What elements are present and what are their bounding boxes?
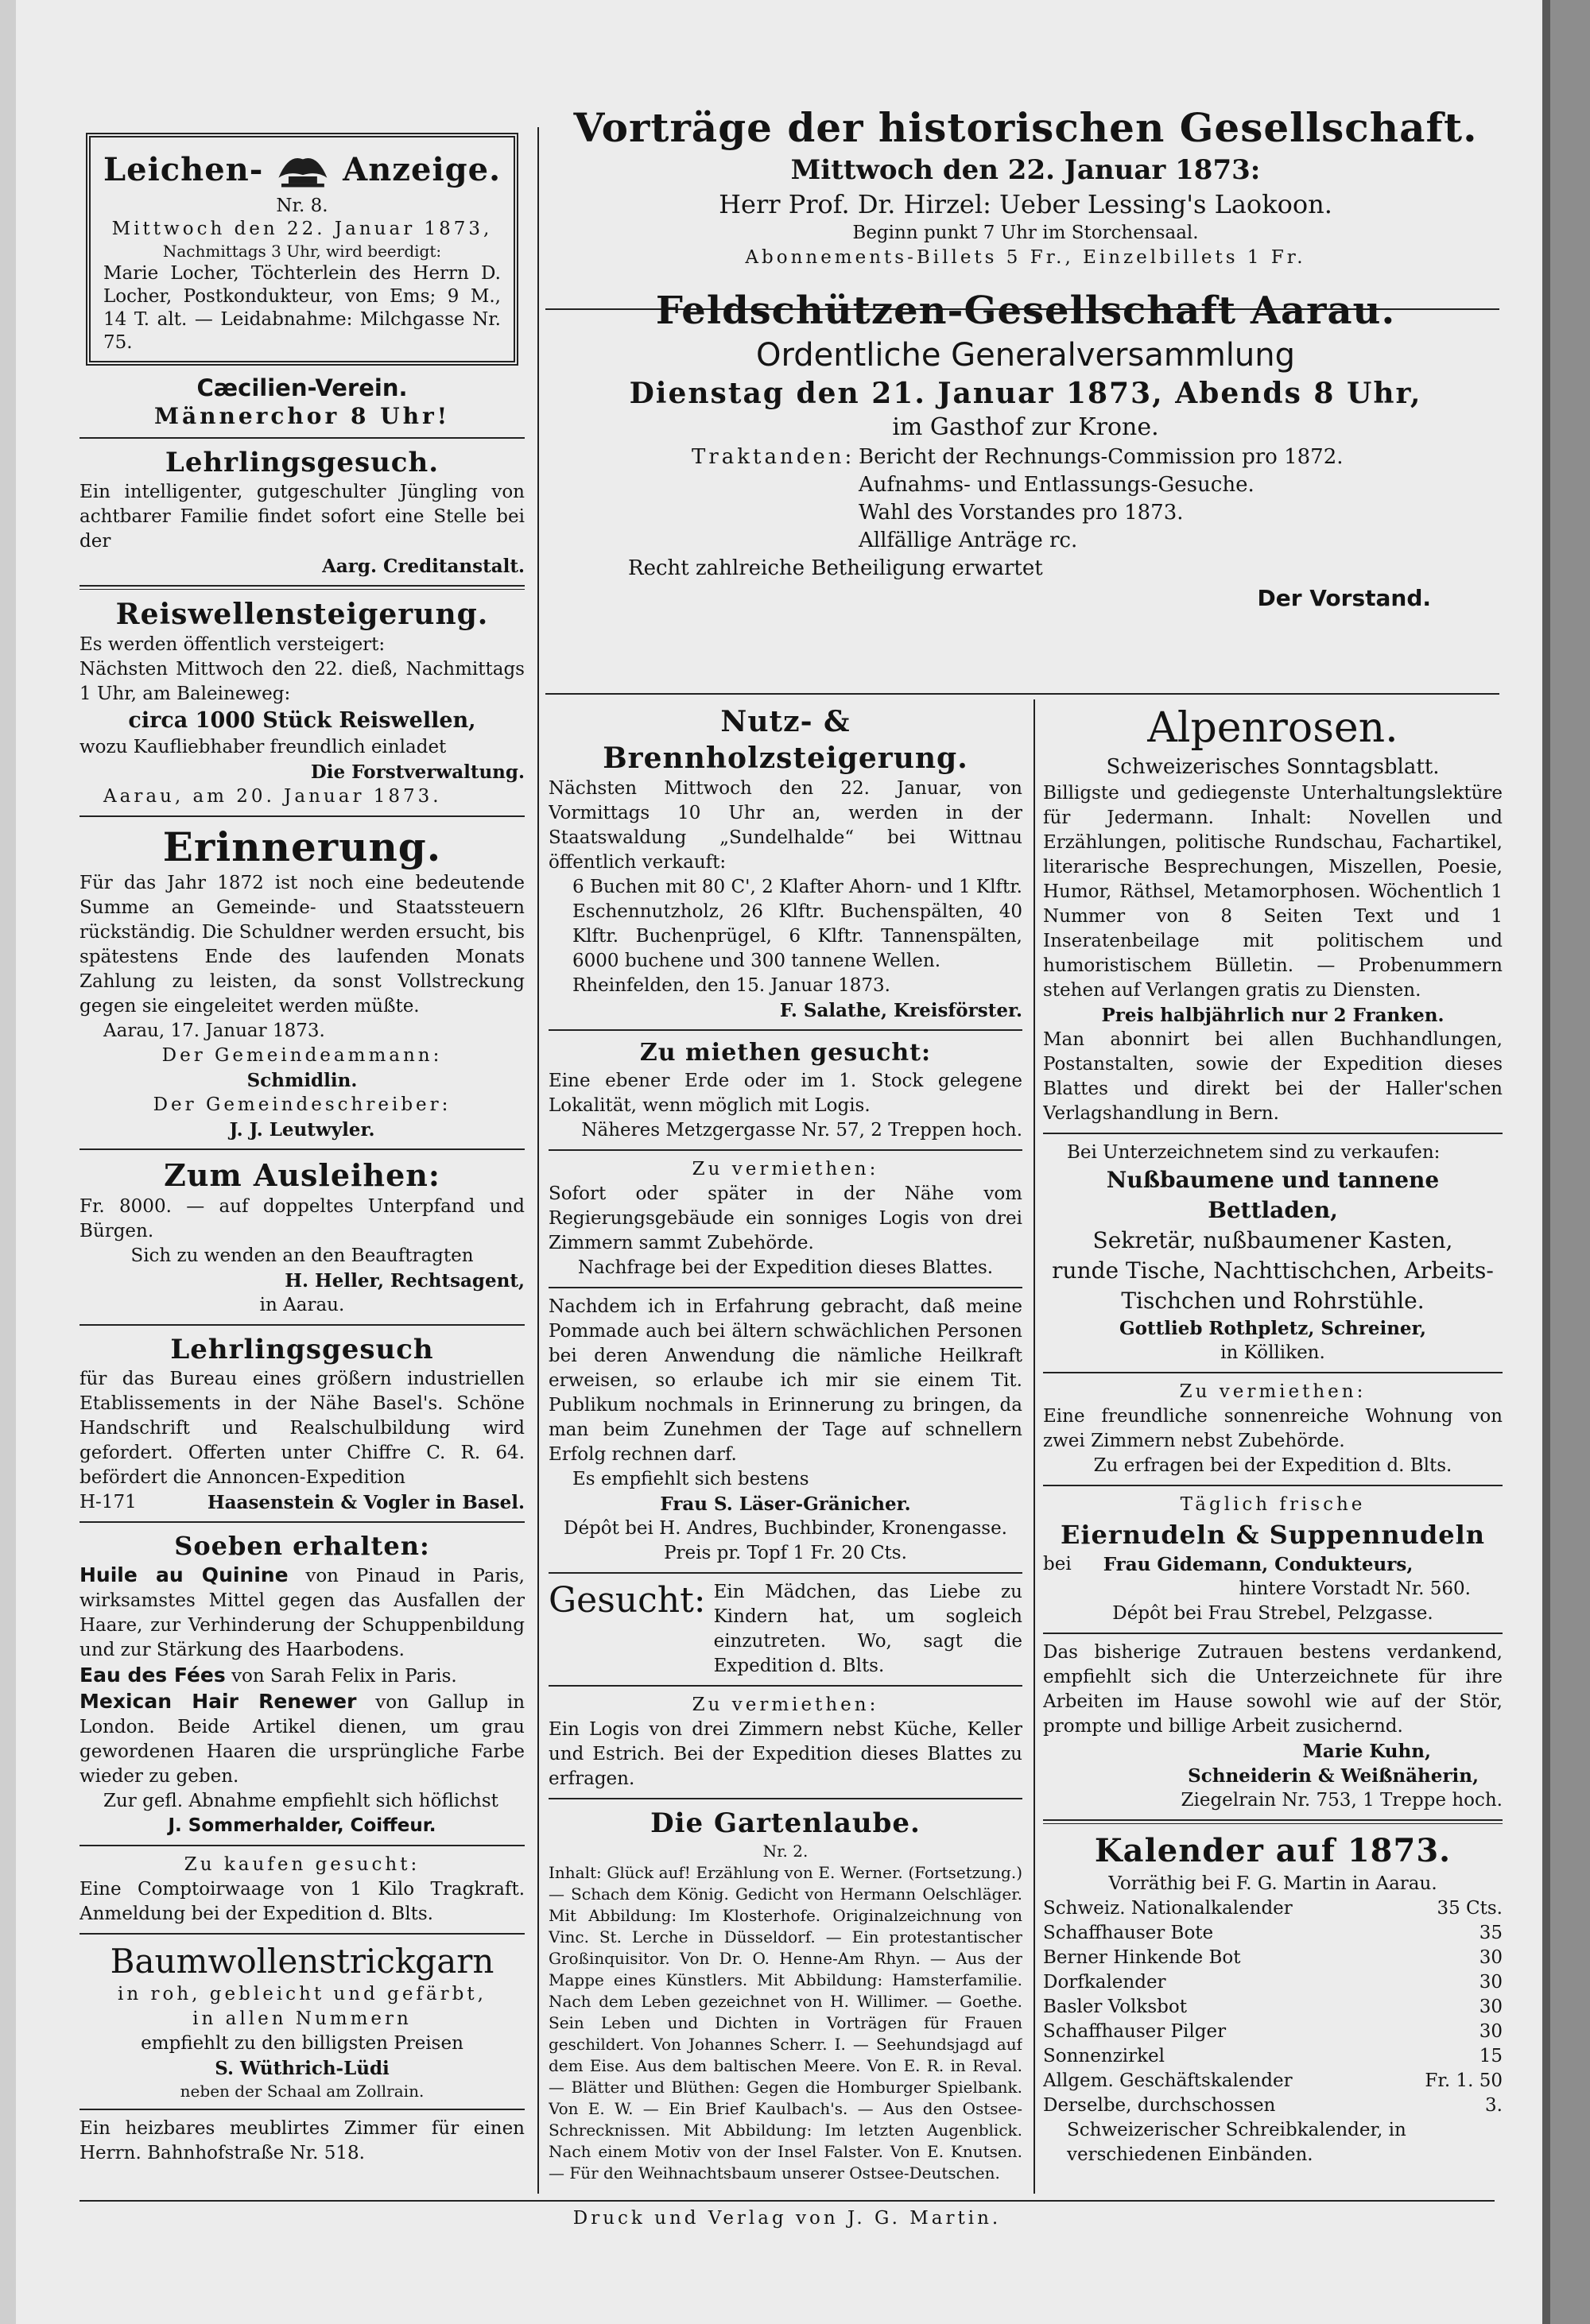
gesucht-text: Ein Mädchen, das Liebe zu Kindern hat, um sogleich einzutreten. Wo, sagt die Expedition d. Blts. <box>713 1582 1022 1676</box>
kalender-row <box>1043 1946 1503 1970</box>
baumwolle-signature: S. Wüthrich-Lüdi <box>215 2058 390 2079</box>
ausleihen-line4: in Aarau. <box>259 1295 345 1315</box>
miethen-title: Zu miethen gesucht: <box>639 1039 932 1067</box>
alpenrosen-text: Billigste und gediegenste Unterhaltungslektüre für Jedermann. Inhalt: Novellen und Erzählungen, politische Rundschau, Fachartikel, literarische Besprechungen, Miszellen, Poesie, Humor, Räthsel, Metamorphosen. Wöchentlich 1 Nummer von 8 Seiten Text und 1 Inseratenbeilage mit politischem und humoristischem Bülletin. — Probenummern stehen auf Verlangen gratis zu Diensten. <box>1043 783 1503 1001</box>
divider <box>80 1845 525 1846</box>
divider <box>549 1029 1022 1031</box>
divider <box>549 1798 1022 1799</box>
vortraege-tickets: Abonnements-Billets 5 Fr., Einzelbillets 1 Fr. <box>745 247 1306 268</box>
kalender-row-price: 35 <box>1479 1923 1503 1943</box>
divider <box>80 585 525 590</box>
alpenrosen-text2: Man abonnirt bei allen Buchhandlungen, Postanstalten, sowie der Expedition dieses Blattes und direkt bei der Haller'schen Verlagshandlung in Bern. <box>1043 1029 1503 1124</box>
nutz-date: Rheinfelden, den 15. Januar 1873. <box>572 975 890 996</box>
kalender-row <box>1043 1896 1503 1921</box>
kalender-foot: Schweizerischer Schreibkalender, in verschiedenen Einbänden. <box>1067 2120 1406 2165</box>
nutz-title: Nutz- & Brennholzsteigerung. <box>603 705 968 775</box>
eiernudeln-title: Eiernudeln & Suppennudeln <box>1060 1520 1486 1550</box>
kalender-list <box>1043 1896 1503 2118</box>
reiswellen-line3: circa 1000 Stück Reiswellen, <box>128 708 476 733</box>
kuhn-text: Das bisherige Zutrauen bestens verdankend, empfiehlt sich die Unterzeichnete für ihre Arbeiten im Hause sowohl wie auf der Stör, prompte und billige Arbeit zusichernd. <box>1043 1642 1503 1737</box>
kalender-row <box>1043 2020 1503 2044</box>
caecilien-title: Cæcilien-Verein. <box>196 374 408 401</box>
erinnerung-role2: Der Gemeindeschreiber: <box>153 1094 452 1115</box>
feldschuetzen-item: Wahl des Vorstandes pro 1873. <box>859 501 1184 525</box>
ausleihen-title: Zum Ausleihen: <box>164 1157 440 1193</box>
pommade-recommend: Es empfiehlt sich bestens <box>572 1469 809 1489</box>
top-block <box>549 103 1503 787</box>
vermiethen1-text: Sofort oder später in der Nähe vom Regierungsgebäude ein sonniges Logis von drei Zimmern sammt Zubehörde. <box>549 1183 1022 1253</box>
nutz-text: Nächsten Mittwoch den 22. Januar, von Vormittags 10 Uhr an, werden in der Staatswaldung „Sundelhalde“ bei Wittnau öffentlich verkauft: <box>549 778 1022 873</box>
reiswellen-line4: wozu Kaufliebhaber freundlich einladet <box>80 737 447 757</box>
eiernudeln-bei: bei <box>1043 1554 1072 1575</box>
feldschuetzen-note: Recht zahlreiche Betheiligung erwartet <box>628 556 1043 580</box>
feldschuetzen-label: Traktanden: <box>692 445 855 469</box>
kaufen-text: Eine Comptoirwaage von 1 Kilo Tragkraft. Anmeldung bei der Expedition d. Blts. <box>80 1879 525 1924</box>
kalender-row <box>1043 1970 1503 1995</box>
obituary-number: Nr. 8. <box>276 196 328 216</box>
feldschuetzen-title: Feldschützen-Gesellschaft Aarau. <box>655 289 1396 333</box>
ausleihen-line1: Fr. 8000. — auf doppeltes Unterpfand und Bürgen. <box>80 1196 525 1241</box>
reiswellen-date: Aarau, am 20. Januar 1873. <box>103 786 442 807</box>
soeben-product1: Huile au Quinine <box>80 1563 289 1586</box>
eiernudeln-address: hintere Vorstadt Nr. 560. <box>1239 1578 1471 1599</box>
vermiethen3-note: Zu erfragen bei der Expedition d. Blts. <box>1093 1455 1452 1476</box>
baumwolle-title: Baumwollenstrickgarn <box>110 1942 494 1981</box>
kalender-row-name: Schaffhauser Pilger <box>1043 2021 1227 2042</box>
divider <box>80 815 525 817</box>
obituary-date: Mittwoch den 22. Januar 1873, <box>111 219 493 239</box>
bettladen-line2: Nußbaumene und tannene Bettladen, <box>1106 1167 1440 1223</box>
eiernudeln-head: Täglich frische <box>1180 1494 1366 1515</box>
vortraege-date: Mittwoch den 22. Januar 1873: <box>790 154 1261 186</box>
kalender-row-price: 30 <box>1479 1997 1503 2017</box>
feldschuetzen-item: Bericht der Rechnungs-Commission pro 1872. <box>859 445 1344 469</box>
eiernudeln-name: Frau Gidemann, Condukteurs, <box>1103 1554 1414 1575</box>
vortraege-speaker: Herr Prof. Dr. Hirzel: Ueber Lessing's Laokoon. <box>719 189 1332 219</box>
divider <box>549 1572 1022 1574</box>
kalender-row-price: 3. <box>1485 2095 1503 2116</box>
nutz-signature: F. Salathe, Kreisförster. <box>779 1000 1022 1021</box>
divider <box>1043 1819 1503 1824</box>
vermiethen1-head: Zu vermiethen: <box>692 1159 879 1179</box>
kalender-row-name: Derselbe, durchschossen <box>1043 2095 1276 2116</box>
erinnerung-title: Erinnerung. <box>162 823 442 870</box>
divider <box>549 1149 1022 1151</box>
soeben-product3-text: von Gallup in London. Beide Artikel dienen, um grau gewordenen Haaren die ursprüngliche Farbe wieder zu geben. <box>80 1692 525 1787</box>
kalender-row-price: Fr. 1. 50 <box>1425 2070 1503 2091</box>
kalender-row-name: Schweiz. Nationalkalender <box>1043 1898 1293 1919</box>
divider <box>1043 1485 1503 1486</box>
pommade-text: Nachdem ich in Erfahrung gebracht, daß meine Pommade auch bei ältern schwächlichen Personen bei deren Anwendung die nämliche Heilkraft erweisen, so erlaube ich mir sie einem Tit. Publikum nochmals in Erinnerung zu bringen, da man beim Zunehmen der Tage auf schnellern Erfolg rechnen darf. <box>549 1296 1022 1465</box>
pommade-signature: Frau S. Läser-Gränicher. <box>660 1493 911 1515</box>
erinnerung-role1: Der Gemeindeammann: <box>161 1045 443 1066</box>
divider <box>80 1521 525 1523</box>
pommade-depot: Dépôt bei H. Andres, Buchbinder, Kronengasse. <box>564 1518 1007 1539</box>
soeben-title: Soeben erhalten: <box>174 1531 430 1561</box>
feldschuetzen-place: im Gasthof zur Krone. <box>892 413 1159 441</box>
divider <box>549 1287 1022 1288</box>
obituary-title-left: Leichen- <box>103 150 264 188</box>
gartenlaube-number: Nr. 2. <box>762 1842 809 1861</box>
lehrling2-text: für das Bureau eines größern industriellen Etablissements in der Nähe Basel's. Schöne Handschrift und Realschulbildung wird gefordert. Offerten unter Chiffre C. R. 64. befördert die Annoncen-Expedition <box>80 1369 525 1488</box>
mourning-wreath-icon <box>274 147 332 192</box>
reiswellen-line1: Es werden öffentlich versteigert: <box>80 634 386 655</box>
pommade-price: Preis pr. Topf 1 Fr. 20 Cts. <box>664 1543 907 1563</box>
lehrling1-text: Ein intelligenter, gutgeschulter Jüngling von achtbarer Familie findet sofort eine Stelle bei der <box>80 482 525 552</box>
obituary-time: Nachmittags 3 Uhr, wird beerdigt: <box>162 242 442 261</box>
baumwolle-line3: empfiehlt zu den billigsten Preisen <box>141 2033 463 2054</box>
lehrling2-title: Lehrlingsgesuch <box>170 1334 434 1365</box>
kalender-row <box>1043 2044 1503 2069</box>
lehrling1-title: Lehrlingsgesuch. <box>165 447 440 478</box>
kalender-row-name: Basler Volksbot <box>1043 1997 1187 2017</box>
feldschuetzen-item: Aufnahms- und Entlassungs-Gesuche. <box>859 473 1255 497</box>
feldschuetzen-date: Dienstag den 21. Januar 1873, Abends 8 Uhr, <box>629 377 1422 410</box>
kalender-row-price: 15 <box>1479 2046 1503 2066</box>
footer-imprint: Druck und Verlag von J. G. Martin. <box>572 2208 1002 2229</box>
lehrling1-signature: Aarg. Creditanstalt. <box>322 556 525 577</box>
divider <box>80 2109 525 2110</box>
right-column <box>1043 703 1503 2194</box>
nutz-list: 6 Buchen mit 80 C', 2 Klafter Ahorn- und 1 Klftr. Eschennutzholz, 26 Klftr. Buchenspälten, 40 Klftr. Buchenprügel, 6 Klftr. Tannenspälten, 6000 buchene und 300 tannene Wellen. <box>572 877 1022 971</box>
divider <box>80 437 525 439</box>
alpenrosen-title: Alpenrosen. <box>1147 704 1398 752</box>
divider <box>549 1685 1022 1687</box>
kalender-row-price: 30 <box>1479 2021 1503 2042</box>
baumwolle-line1: in roh, gebleicht und gefärbt, <box>118 1984 487 2004</box>
lehrling2-signature: Haasenstein & Vogler in Basel. <box>207 1492 525 1513</box>
soeben-signature: J. Sommerhalder, Coiffeur. <box>168 1815 436 1836</box>
divider <box>80 1933 525 1935</box>
alpenrosen-sub: Schweizerisches Sonntagsblatt. <box>1106 755 1440 779</box>
kalender-row-name: Sonnenzirkel <box>1043 2046 1165 2066</box>
miethen-text: Eine ebener Erde oder im 1. Stock gelegene Lokalität, wenn möglich mit Logis. <box>549 1071 1022 1116</box>
reiswellen-title: Reiswellensteigerung. <box>115 598 489 631</box>
kalender-row <box>1043 2094 1503 2118</box>
kalender-sub: Vorräthig bei F. G. Martin in Aarau. <box>1108 1873 1437 1894</box>
middle-column <box>549 703 1022 2194</box>
kalender-row <box>1043 1921 1503 1946</box>
kaufen-head: Zu kaufen gesucht: <box>184 1854 421 1875</box>
kalender-row-price: 35 Cts. <box>1437 1898 1503 1919</box>
kalender-row-name: Dorfkalender <box>1043 1972 1166 1993</box>
soeben-product1-text: von Pinaud in Paris, wirksamstes Mittel gegen das Ausfallen der Haare, zur Verhinderung der Schuppenbildung und zur Stärkung des Haarbodens. <box>80 1566 525 1660</box>
gartenlaube-text: Inhalt: Glück auf! Erzählung von E. Werner. (Fortsetzung.) — Schach dem König. Gedicht von Hermann Oelschläger. Mit Abbildung: Im Klosterhofe. Originalzeichnung von Vinc. St. Lerche in Düsseldorf. — Ein protestantischer Großinquisitor. Von Dr. O. Henne-Am Rhyn. — Aus der Mappe eines Künstlers. Mit Abbildung: Hamsterfamilie. Nach dem Leben gezeichnet von H. Willimer. — Goethe. Sein Leben und Dichten in Vorträgen für Frauen geschildert. Von Johannes Scherr. I. — Seehundsjagd auf dem Eise. Aus dem baltischen Meere. Von E. R. in Reval. — Blätter und Blüthen: Gegen die Homburger Spielbank. Von E. W. — Ein Brief Kaulbach's. — Aus den Ostsee-Schrecknissen. Mit Abbildung: Im letzten Augenblick. Nach einem Motiv von der Insel Falster. Von E. Knutsen. — Für den Weihnachtsbaum unserer Ostsee-Deutschen. <box>549 1863 1022 2183</box>
alpenrosen-price: Preis halbjährlich nur 2 Franken. <box>1101 1005 1445 1026</box>
vermiethen3-head: Zu vermiethen: <box>1179 1381 1367 1402</box>
zimmer-text: Ein heizbares meublirtes Zimmer für einen Herrn. Bahnhofstraße Nr. 518. <box>80 2118 525 2163</box>
vermiethen3-text: Eine freundliche sonnenreiche Wohnung von zwei Zimmern nebst Zubehörde. <box>1043 1406 1503 1451</box>
page-edge <box>1542 0 1550 2324</box>
obituary-body: Marie Locher, Töchterlein des Herrn D. Locher, Postkondukteur, von Ems; 9 M., 14 T. alt. — Leidabnahme: Milchgasse Nr. 75. <box>103 263 501 353</box>
miethen-note: Näheres Metzgergasse Nr. 57, 2 Treppen hoch. <box>581 1120 1022 1141</box>
kalender-row <box>1043 1995 1503 2020</box>
bettladen-line1: Bei Unterzeichnetem sind zu verkaufen: <box>1067 1142 1441 1163</box>
soeben-recommend: Zur gefl. Abnahme empfiehlt sich höflichst <box>103 1791 498 1811</box>
kalender-row-name: Berner Hinkende Bot <box>1043 1947 1241 1968</box>
reiswellen-signature: Die Forstverwaltung. <box>310 761 525 783</box>
feldschuetzen-sub: Ordentliche Generalversammlung <box>755 337 1295 374</box>
kuhn-address: Ziegelrain Nr. 753, 1 Treppe hoch. <box>1181 1790 1503 1811</box>
lehrling2-code: H-171 <box>80 1492 137 1513</box>
divider <box>1043 1133 1503 1134</box>
bettladen-line5: Tischchen und Rohrstühle. <box>1121 1288 1425 1314</box>
erinnerung-name2: J. J. Leutwyler. <box>229 1119 375 1141</box>
feldschuetzen-signature: Der Vorstand. <box>1257 585 1431 611</box>
vermiethen1-note: Nachfrage bei der Expedition dieses Blattes. <box>577 1257 994 1278</box>
kuhn-trade: Schneiderin & Weißnäherin, <box>1188 1765 1479 1787</box>
kalender-row-name: Schaffhauser Bote <box>1043 1923 1214 1943</box>
soeben-product2-text: von Sarah Felix in Paris. <box>231 1666 457 1687</box>
obituary-title-right: Anzeige. <box>343 150 501 188</box>
gesucht-title: Gesucht: <box>549 1580 706 1621</box>
bettladen-signature: Gottlieb Rothpletz, Schreiner, <box>1119 1318 1426 1339</box>
bettladen-location: in Kölliken. <box>1220 1342 1325 1363</box>
eiernudeln-depot: Dépôt bei Frau Strebel, Pelzgasse. <box>1112 1603 1433 1624</box>
vermiethen2-text: Ein Logis von drei Zimmern nebst Küche, Keller und Estrich. Bei der Expedition dieses Blattes zu erfragen. <box>549 1719 1022 1789</box>
left-column <box>80 123 525 2194</box>
baumwolle-line2: in allen Nummern <box>192 2008 412 2029</box>
kalender-row-name: Allgem. Geschäftskalender <box>1043 2070 1293 2091</box>
kalender-row <box>1043 2069 1503 2094</box>
divider <box>1043 1633 1503 1634</box>
rule-footer <box>80 2200 1495 2202</box>
vermiethen2-head: Zu vermiethen: <box>692 1695 879 1715</box>
bettladen-line4: runde Tische, Nachttischchen, Arbeits- <box>1052 1257 1494 1284</box>
feldschuetzen-item: Allfällige Anträge rc. <box>859 529 1078 552</box>
column-rule-left <box>537 127 539 2194</box>
obituary-box <box>86 133 518 366</box>
bettladen-line3: Sekretär, nußbaumener Kasten, <box>1092 1227 1453 1253</box>
erinnerung-date: Aarau, 17. Januar 1873. <box>103 1021 325 1041</box>
kalender-title: Kalender auf 1873. <box>1094 1832 1452 1869</box>
gartenlaube-title: Die Gartenlaube. <box>650 1807 921 1839</box>
caecilien-text: Männerchor 8 Uhr! <box>153 403 451 429</box>
scan-margin <box>1550 0 1590 2324</box>
kuhn-name: Marie Kuhn, <box>1302 1741 1431 1762</box>
erinnerung-text: Für das Jahr 1872 ist noch eine bedeutende Summe an Gemeinde- und Staatssteuern rückständig. Die Schuldner werden ersucht, bis spätestens Ende des laufenden Monats Zahlung zu leisten, da sonst Vollstreckung gegen sie eingeleitet werden müßte. <box>80 873 525 1017</box>
column-rule-middle <box>1034 699 1035 2194</box>
divider <box>80 1324 525 1326</box>
ausleihen-line2: Sich zu wenden an den Beauftragten <box>130 1245 474 1266</box>
erinnerung-name1: Schmidlin. <box>246 1070 358 1091</box>
baumwolle-line4: neben der Schaal am Zollrain. <box>180 2082 425 2101</box>
soeben-product2: Eau des Fées <box>80 1664 226 1687</box>
reiswellen-line2: Nächsten Mittwoch den 22. dieß, Nachmittags 1 Uhr, am Baleineweg: <box>80 659 525 704</box>
divider <box>1043 1372 1503 1373</box>
soeben-product3: Mexican Hair Renewer <box>80 1690 357 1713</box>
vortraege-title: Vorträge der historischen Gesellschaft. <box>573 104 1478 151</box>
kalender-row-price: 30 <box>1479 1972 1503 1993</box>
ausleihen-line3: H. Heller, Rechtsagent, <box>285 1270 525 1292</box>
divider <box>80 1148 525 1150</box>
vortraege-time: Beginn punkt 7 Uhr im Storchensaal. <box>852 223 1199 243</box>
kalender-row-price: 30 <box>1479 1947 1503 1968</box>
